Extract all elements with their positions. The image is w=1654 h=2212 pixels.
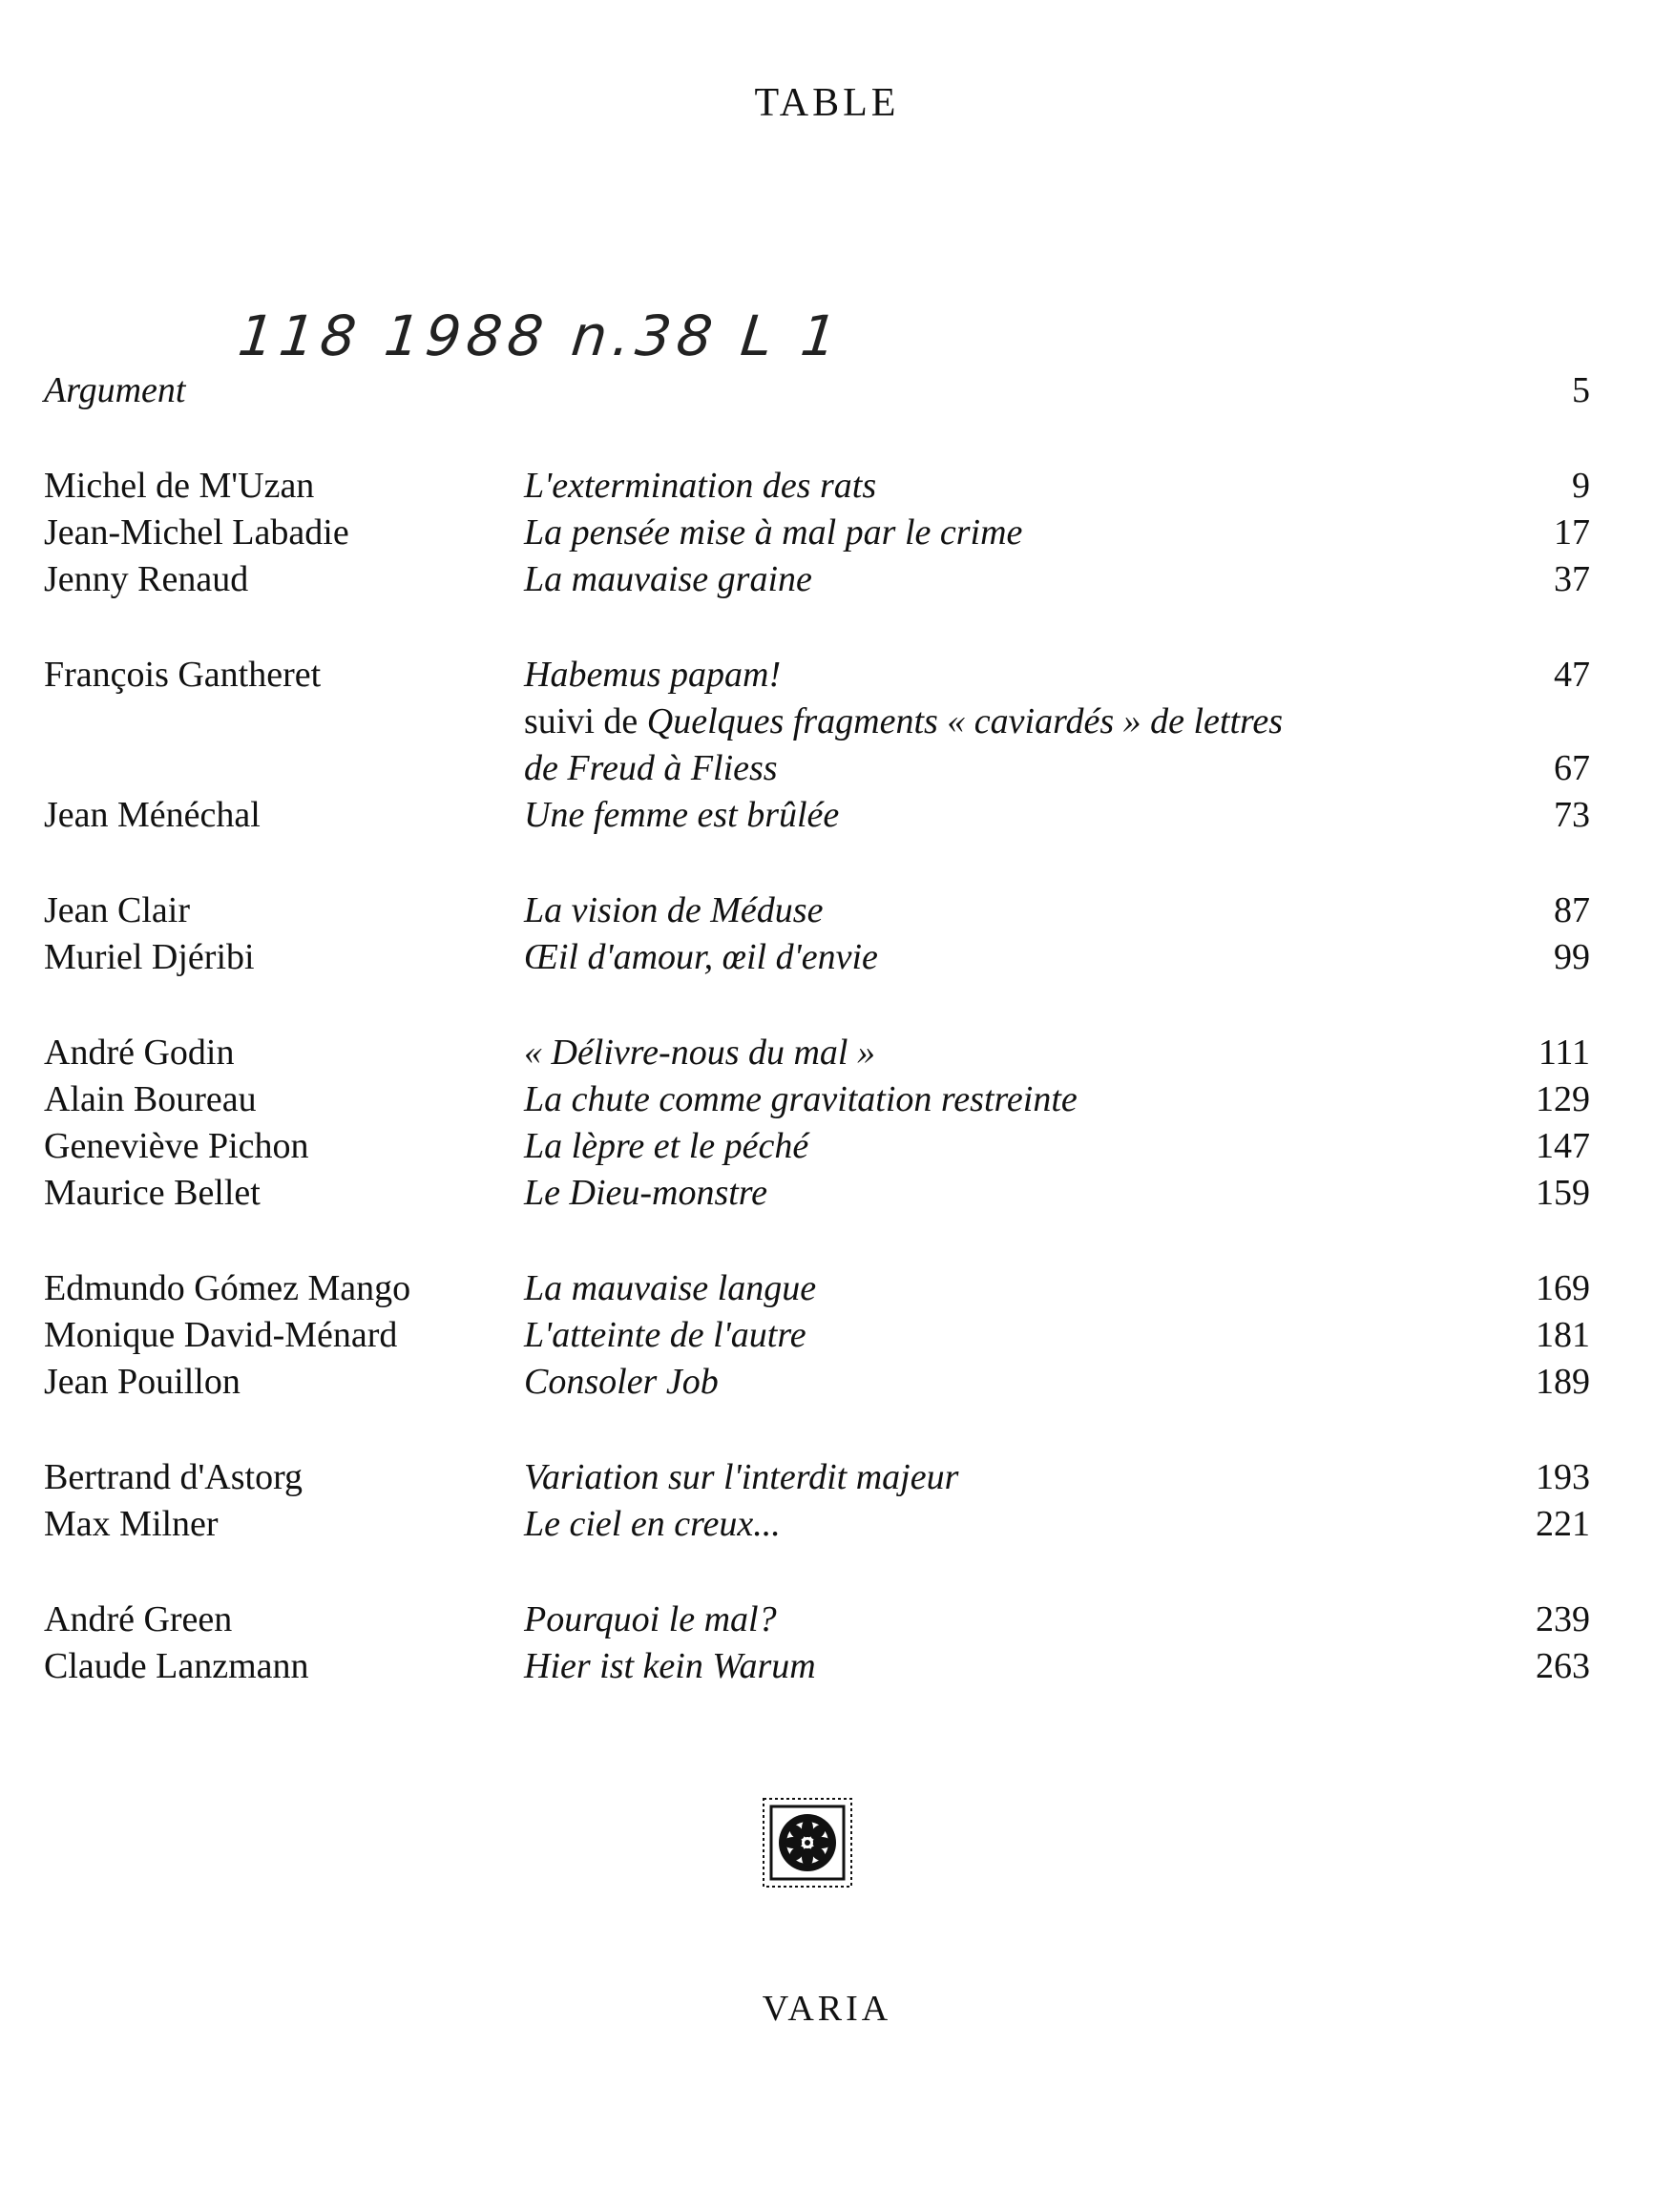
- toc-page-number: 263: [1536, 1646, 1590, 1686]
- toc-author: André Godin: [44, 1033, 235, 1073]
- toc-title: [524, 510, 1022, 556]
- toc-title: [524, 1359, 719, 1406]
- toc-page-number: 37: [1554, 559, 1590, 599]
- toc-entry[interactable]: [44, 699, 1590, 745]
- toc-page-number: 17: [1554, 512, 1590, 553]
- toc-page-number: 221: [1536, 1504, 1590, 1544]
- toc-title: [524, 1596, 777, 1643]
- toc-title-text: La chute comme gravitation restreinte: [524, 1079, 1078, 1119]
- toc-author: Geneviève Pichon: [44, 1126, 309, 1166]
- toc-page-number: 147: [1536, 1126, 1590, 1166]
- toc-entry[interactable]: [44, 1596, 1590, 1643]
- toc-entry[interactable]: [44, 1359, 1590, 1406]
- toc-page-number: 67: [1554, 748, 1590, 788]
- toc-entry[interactable]: [44, 556, 1590, 603]
- toc-author: Maurice Bellet: [44, 1173, 261, 1213]
- toc-title: [524, 1643, 816, 1690]
- toc-title: [524, 745, 778, 792]
- toc-title-text: L'extermination des rats: [524, 466, 877, 506]
- toc-title: [524, 1454, 958, 1501]
- toc-entry[interactable]: [44, 792, 1590, 839]
- toc-title-text: Variation sur l'interdit majeur: [524, 1457, 959, 1497]
- toc-page-number: 99: [1554, 937, 1590, 977]
- toc-entry[interactable]: [44, 1265, 1590, 1312]
- toc-title: [524, 934, 878, 981]
- toc-title-text: Une femme est brûlée: [524, 795, 840, 835]
- toc-title-text: Œil d'amour, œil d'envie: [524, 937, 878, 977]
- toc-author: François Gantheret: [44, 655, 322, 695]
- table-of-contents: [44, 367, 1590, 1690]
- varia-heading: VARIA: [762, 1989, 892, 2029]
- toc-page-number: 73: [1554, 795, 1590, 835]
- toc-page-number: 87: [1554, 890, 1590, 930]
- toc-entry[interactable]: [44, 463, 1590, 510]
- toc-author: Edmundo Gómez Mango: [44, 1268, 411, 1308]
- toc-title: [524, 792, 839, 839]
- toc-page-number: 239: [1536, 1599, 1590, 1639]
- toc-title-text: Le ciel en creux...: [524, 1504, 781, 1544]
- toc-title: [524, 1501, 781, 1548]
- toc-title: [524, 652, 781, 699]
- toc-title: [524, 1265, 816, 1312]
- toc-title-text: Habemus papam!: [524, 655, 782, 695]
- toc-entry[interactable]: [44, 1454, 1590, 1501]
- argument-page: 5: [1572, 370, 1590, 410]
- toc-author: Muriel Djéribi: [44, 937, 255, 977]
- toc-title: [524, 1123, 808, 1170]
- toc-title-text: « Délivre-nous du mal »: [524, 1033, 875, 1073]
- toc-author: Monique David-Ménard: [44, 1315, 398, 1355]
- argument-label: Argument: [44, 370, 186, 410]
- toc-author: Jean Clair: [44, 890, 191, 930]
- toc-entry[interactable]: [44, 934, 1590, 981]
- toc-argument[interactable]: [44, 367, 1590, 414]
- toc-page-number: 9: [1572, 466, 1590, 506]
- toc-title-prefix: suivi de: [524, 701, 647, 741]
- toc-author: Jenny Renaud: [44, 559, 249, 599]
- toc-author: Max Milner: [44, 1504, 219, 1544]
- toc-author: André Green: [44, 1599, 233, 1639]
- toc-title: [524, 887, 823, 934]
- toc-title-text: Le Dieu-monstre: [524, 1173, 768, 1213]
- toc-title-text: Pourquoi le mal?: [524, 1599, 777, 1639]
- toc-page-number: 47: [1554, 655, 1590, 695]
- toc-entry[interactable]: [44, 1501, 1590, 1548]
- toc-title-text: Consoler Job: [524, 1362, 719, 1402]
- toc-page-number: 129: [1536, 1079, 1590, 1119]
- toc-title-text: La mauvaise graine: [524, 559, 812, 599]
- toc-entry[interactable]: [44, 1123, 1590, 1170]
- toc-title: [524, 1030, 875, 1076]
- toc-author: Bertrand d'Astorg: [44, 1457, 304, 1497]
- toc-title: [524, 556, 812, 603]
- handwritten-shelfmark: 118 1988 n.38 L 1: [235, 303, 846, 368]
- rosette-ornament-icon: [762, 1797, 853, 1889]
- toc-title: [524, 699, 1283, 745]
- toc-entry[interactable]: [44, 1170, 1590, 1217]
- toc-title-text: Quelques fragments « caviardés » de lettres: [646, 701, 1284, 741]
- toc-author: Alain Boureau: [44, 1079, 257, 1119]
- toc-entry[interactable]: [44, 652, 1590, 699]
- toc-entry[interactable]: [44, 1030, 1590, 1076]
- toc-entry[interactable]: [44, 1076, 1590, 1123]
- toc-title-text: Hier ist kein Warum: [524, 1646, 816, 1686]
- toc-page-number: 181: [1536, 1315, 1590, 1355]
- toc-title: [524, 1076, 1078, 1123]
- toc-entry[interactable]: [44, 1643, 1590, 1690]
- toc-entry[interactable]: [44, 510, 1590, 556]
- toc-author: Michel de M'Uzan: [44, 466, 315, 506]
- toc-entry[interactable]: [44, 1312, 1590, 1359]
- toc-title: [524, 463, 876, 510]
- toc-title-text: La mauvaise langue: [524, 1268, 817, 1308]
- toc-entry[interactable]: [44, 887, 1590, 934]
- toc-author: Jean Pouillon: [44, 1362, 241, 1402]
- page-title: TABLE: [754, 81, 900, 125]
- toc-title-text: La vision de Méduse: [524, 890, 824, 930]
- toc-title: [524, 1170, 767, 1217]
- toc-title: [524, 1312, 806, 1359]
- toc-title-text: La pensée mise à mal par le crime: [524, 512, 1023, 553]
- toc-title-text: L'atteinte de l'autre: [524, 1315, 806, 1355]
- toc-page-number: 189: [1536, 1362, 1590, 1402]
- toc-title-text: La lèpre et le péché: [524, 1126, 809, 1166]
- toc-author: Jean-Michel Labadie: [44, 512, 349, 553]
- toc-page-number: 111: [1538, 1033, 1590, 1073]
- toc-page-number: 169: [1536, 1268, 1590, 1308]
- toc-groups: [44, 414, 1590, 1690]
- toc-entry[interactable]: [44, 745, 1590, 792]
- toc-page-number: 193: [1536, 1457, 1590, 1497]
- toc-author: Jean Ménéchal: [44, 795, 261, 835]
- toc-title-text: de Freud à Fliess: [524, 748, 778, 788]
- toc-author: Claude Lanzmann: [44, 1646, 309, 1686]
- toc-page-number: 159: [1536, 1173, 1590, 1213]
